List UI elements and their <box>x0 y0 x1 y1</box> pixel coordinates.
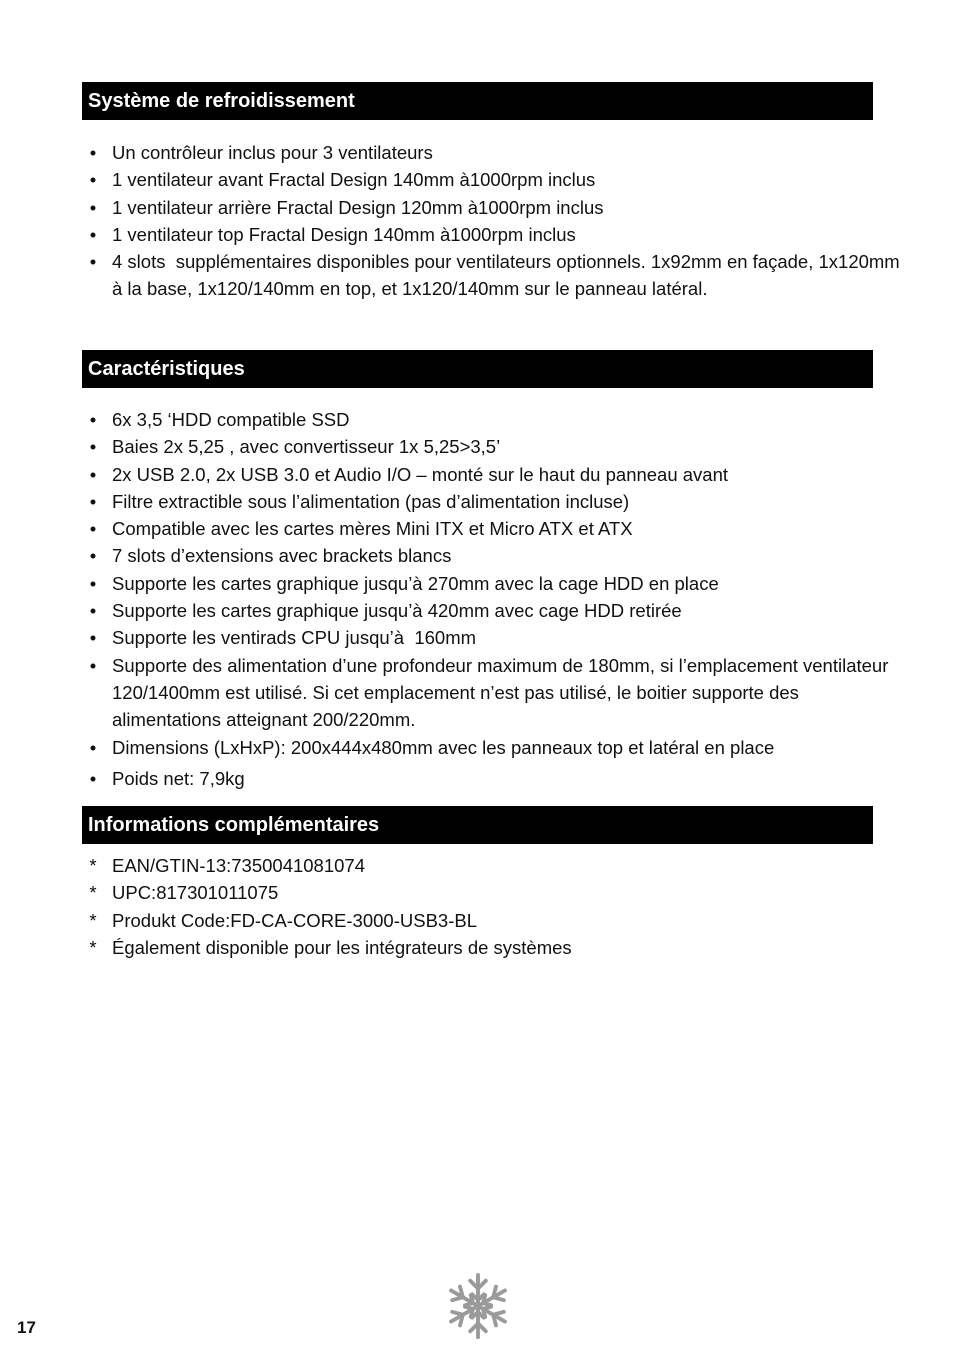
bullet-marker: • <box>89 409 97 430</box>
list-item-text: Également disponible pour les intégrateurs de systèmes <box>112 936 572 958</box>
list-item <box>0 852 902 879</box>
bullet-marker: • <box>89 251 97 273</box>
bullet-marker: • <box>89 463 97 485</box>
page-number: 17 <box>17 1318 36 1337</box>
bullet-marker: • <box>89 767 97 789</box>
bullet-marker: • <box>89 627 97 649</box>
list-item <box>0 879 902 906</box>
asterisk-marker: * <box>89 855 97 876</box>
list-item-text: Supporte des alimentation d’une profondeur maximum de 180mm, si l’emplacement ventilateur 120/1400mm est utilisé. Si cet emplacement n’est pas utilisé, le boitier supporte des alimentations atteignant 200/220mm. <box>112 654 894 731</box>
list-item-text: Produkt Code:FD-CA-CORE-3000-USB3-BL <box>112 909 477 931</box>
list-item <box>0 907 902 934</box>
bullet-marker: • <box>89 169 97 191</box>
list-item <box>0 624 902 651</box>
list-item-text: Supporte les cartes graphique jusqu’à 420mm avec cage HDD retirée <box>112 600 682 622</box>
list-item <box>0 734 902 761</box>
asterisk-marker: * <box>89 936 97 958</box>
list-item-text: 1 ventilateur arrière Fractal Design 120mm à1000rpm inclus <box>112 196 604 218</box>
list-item-text: Un contrôleur inclus pour 3 ventilateurs <box>112 142 433 163</box>
asterisk-marker: * <box>89 882 97 904</box>
list-item-text: Supporte les cartes graphique jusqu’à 270mm avec la cage HDD en place <box>112 572 719 594</box>
section-title-additional-info: Informations complémentaires <box>82 806 873 844</box>
list-item-text: EAN/GTIN-13:7350041081074 <box>112 855 366 876</box>
list-item <box>0 139 902 166</box>
bullet-marker: • <box>89 654 97 676</box>
list-item-text: 1 ventilateur top Fractal Design 140mm à1000rpm inclus <box>112 223 576 245</box>
additional-info-list <box>0 852 902 961</box>
list-item <box>0 248 905 303</box>
list-item-text: Filtre extractible sous l’alimentation (pas d’alimentation incluse) <box>112 490 630 512</box>
list-item-text: Baies 2x 5,25 , avec convertisseur 1x 5,25>3,5’ <box>112 436 501 458</box>
list-item <box>0 166 902 193</box>
list-item-text: Poids net: 7,9kg <box>112 767 245 789</box>
asterisk-marker: * <box>89 909 97 931</box>
list-item <box>0 406 902 433</box>
bullet-marker: • <box>89 490 97 512</box>
list-item-text: 4 slots supplémentaires disponibles pour ventilateurs optionnels. 1x92mm en façade, 1x120mm à la base, 1x120/140mm en top, et 1x120/140mm sur le panneau latéral. <box>112 251 905 300</box>
bullet-marker: • <box>89 600 97 622</box>
list-item <box>0 221 902 248</box>
list-item-text: UPC:817301011075 <box>112 882 279 904</box>
bullet-marker: • <box>89 545 97 567</box>
bullet-marker: • <box>89 518 97 540</box>
list-item <box>0 433 902 460</box>
bullet-marker: • <box>89 223 97 245</box>
bullet-marker: • <box>89 736 97 758</box>
list-item-text: 1 ventilateur avant Fractal Design 140mm à1000rpm inclus <box>112 169 596 191</box>
list-item-text: Dimensions (LxHxP): 200x444x480mm avec les panneaux top et latéral en place <box>112 736 775 758</box>
bullet-marker: • <box>89 436 97 458</box>
list-item-text: 2x USB 2.0, 2x USB 3.0 et Audio I/O – monté sur le haut du panneau avant <box>112 463 729 485</box>
section-title-cooling: Système de refroidissement <box>82 82 873 120</box>
list-item <box>0 765 902 792</box>
list-item <box>0 570 902 597</box>
list-item <box>0 461 902 488</box>
list-item <box>0 194 902 221</box>
list-item-text: Supporte les ventirads CPU jusqu’à 160mm <box>112 627 477 649</box>
list-item-text: 7 slots d’extensions avec brackets blancs <box>112 545 452 567</box>
snowflake-icon <box>443 1270 513 1342</box>
list-item-text: Compatible avec les cartes mères Mini ITX et Micro ATX et ATX <box>112 518 633 540</box>
list-item <box>0 597 902 624</box>
list-item <box>0 934 902 961</box>
list-item <box>0 488 902 515</box>
bullet-marker: • <box>89 142 97 163</box>
list-item <box>0 515 902 542</box>
list-item <box>0 652 902 734</box>
section-title-features: Caractéristiques <box>82 350 873 388</box>
list-item-text: 6x 3,5 ‘HDD compatible SSD <box>112 409 350 430</box>
cooling-list <box>0 139 905 303</box>
features-list <box>0 406 902 792</box>
list-item <box>0 542 902 569</box>
bullet-marker: • <box>89 572 97 594</box>
bullet-marker: • <box>89 196 97 218</box>
